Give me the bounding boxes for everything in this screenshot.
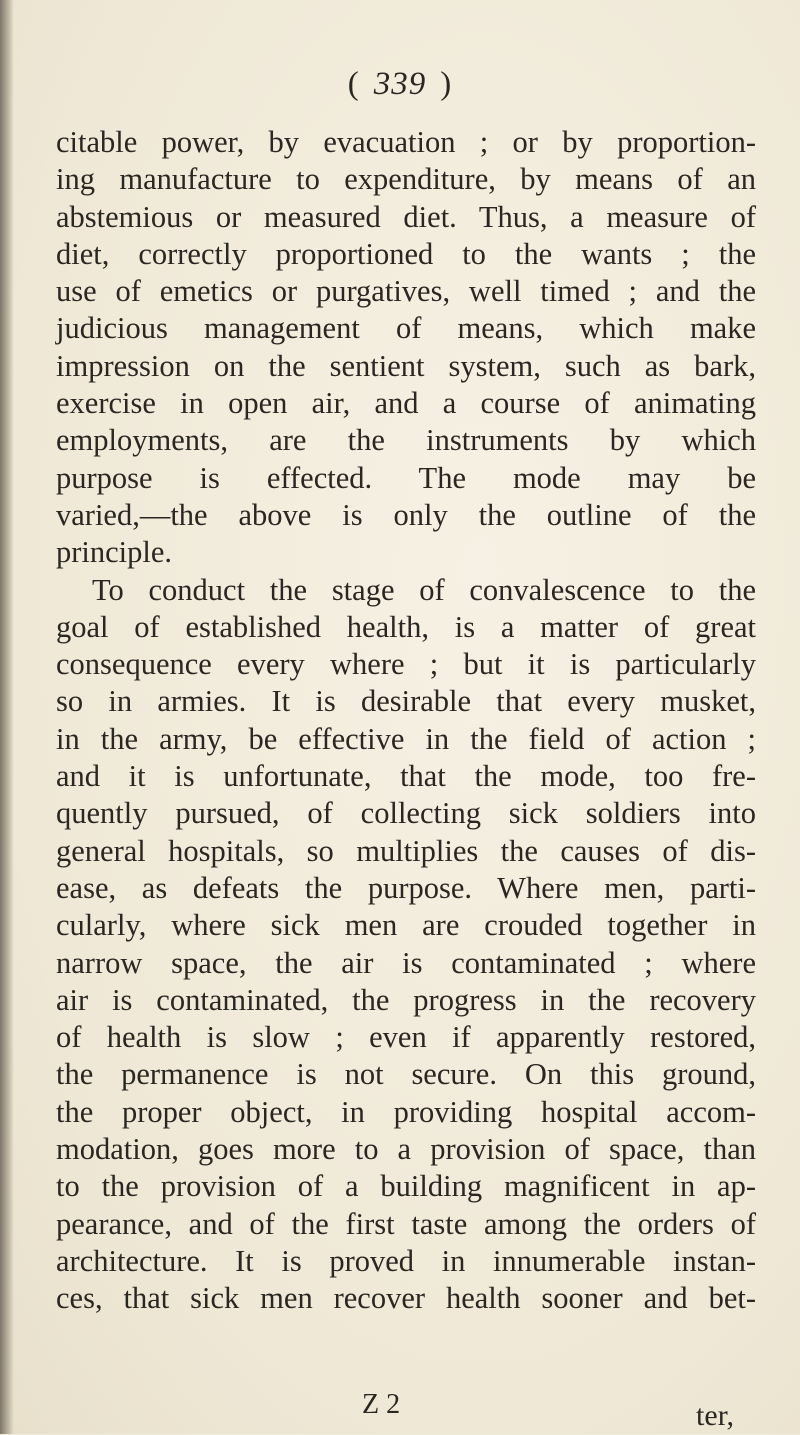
text-line: ces, that sick men recover health sooner and bet- [56,1281,756,1316]
text-line: general hospitals, so multiplies the causes of dis- [56,833,756,868]
text-line: quently pursued, of collecting sick soldiers into [56,796,756,831]
text-line: to the provision of a building magnificent in ap- [56,1169,756,1204]
text-line: modation, goes more to a provision of space, than [56,1132,756,1167]
open-paren: ( [347,66,360,102]
text-line: employments, are the instruments by which [56,423,756,458]
text-line: ease, as defeats the purpose. Where men, parti- [56,870,756,905]
body-text [56,124,756,1318]
text-line: cularly, where sick men are crouded together in [56,908,756,943]
text-line: consequence every where ; but it is particularly [56,647,756,682]
text-line: of health is slow ; even if apparently restored, [56,1020,756,1055]
page-header [0,66,800,103]
text-line: the proper object, in providing hospital accom- [56,1094,756,1129]
page-footer [56,1389,756,1435]
text-line: varied,—the above is only the outline of the [56,497,756,532]
text-line: citable power, by evacuation ; or by proportion- [56,125,756,159]
text-line: impression on the sentient system, such as bark, [56,348,756,383]
text-line: exercise in open air, and a course of animating [56,386,756,421]
text-line: narrow space, the air is contaminated ; where [56,945,756,980]
close-paren: ) [440,66,453,102]
text-line: in the army, be effective in the field of action ; [56,721,756,756]
text-line: pearance, and of the first taste among the orders of [56,1206,756,1241]
page-number: 339 [373,66,427,102]
text-line: air is contaminated, the progress in the recovery [56,982,756,1017]
text-line: use of emetics or purgatives, well timed ; and the [56,274,756,309]
text-line: so in armies. It is desirable that every musket, [56,684,756,719]
text-line: abstemious or measured diet. Thus, a measure of [56,199,756,234]
paragraph-start-line: To conduct the stage of convalescence to the [92,572,756,607]
text-line: purpose is effected. The mode may be [56,460,756,495]
text-line: ing manufacture to expenditure, by means of an [56,162,756,197]
binding-gutter [0,0,14,1434]
text-line: principle. [56,535,173,570]
text-line: diet, correctly proportioned to the wants ; the [56,236,756,271]
text-line: the permanence is not secure. On this ground, [56,1057,756,1092]
text-line: and it is unfortunate, that the mode, too fre- [56,759,756,794]
signature-mark: Z 2 [362,1389,401,1420]
catchword: ter, [696,1399,734,1432]
text-line: judicious management of means, which make [56,311,756,346]
text-line: architecture. It is proved in innumerable instan- [56,1243,756,1278]
text-line: goal of established health, is a matter of great [56,609,756,644]
